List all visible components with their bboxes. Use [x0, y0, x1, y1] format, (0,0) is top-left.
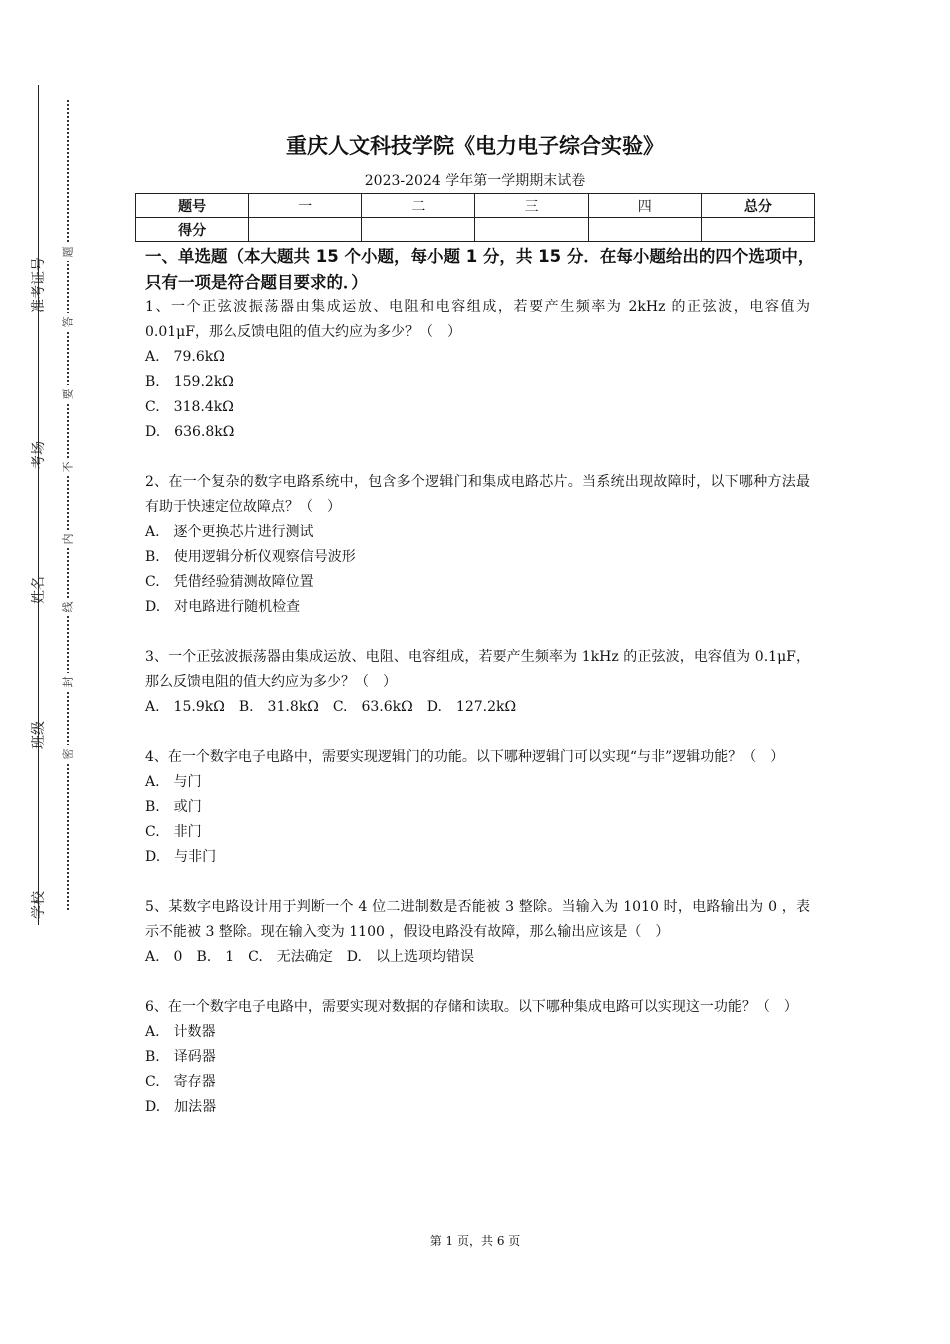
- score-cell: [588, 218, 701, 242]
- question-option: B. 译码器: [145, 1049, 216, 1065]
- question-stem: 5、某数字电路设计用于判断一个 4 位二进制数是否能被 3 整除。当输入为 1010 时，电路输出为 0 ，表示不能被 3 整除。现在输入变为 1100 ，假设电路没有故障，那么输出应该是（ ）: [145, 899, 810, 940]
- seal-char: 答: [58, 313, 78, 331]
- section-heading: 一、单选题（本大题共 15 个小题，每小题 1 分，共 15 分．在每小题给出的四个选项中，只有一项是符合题目要求的．）: [145, 247, 815, 292]
- exam-title: 重庆人文科技学院《电力电子综合实验》: [286, 134, 664, 158]
- question-stem: 3、一个正弦波振荡器由集成运放、电阻、电容组成，若要产生频率为 1kHz 的正弦波，电容值为 0.1μF，那么反馈电阻的值大约应为多少？（ ）: [145, 649, 810, 690]
- question-option: C. 非门: [145, 824, 202, 840]
- side-field-exam-number: 准考证号: [31, 257, 47, 313]
- question-3: [145, 645, 810, 720]
- seal-char: 要: [58, 385, 78, 403]
- question-option: D. 加法器: [145, 1099, 217, 1115]
- exam-subtitle: 2023-2024 学年第一学期期末试卷: [364, 173, 586, 189]
- question-option: D. 与非门: [145, 849, 217, 865]
- score-table: [135, 193, 815, 242]
- question-option: A. 与门: [145, 774, 202, 790]
- score-cell: [701, 218, 814, 242]
- question-option: B. 159.2kΩ: [145, 374, 234, 390]
- score-header-cell: 三: [475, 194, 588, 218]
- question-option: D. 对电路进行随机检查: [145, 599, 301, 615]
- question-stem: 6、在一个数字电子电路中，需要实现对数据的存储和读取。以下哪种集成电路可以实现这一功能？（ ）: [145, 999, 798, 1015]
- seal-char: 不: [58, 458, 78, 476]
- question-4: [145, 745, 810, 870]
- score-header-cell: 题号: [136, 194, 249, 218]
- seal-char: 内: [58, 530, 78, 548]
- seal-char: 题: [58, 243, 78, 261]
- score-header-cell: 四: [588, 194, 701, 218]
- seal-char: 密: [58, 745, 78, 763]
- page-footer: 第 1 页，共 6 页: [429, 1234, 521, 1248]
- question-option: C. 318.4kΩ: [145, 399, 234, 415]
- score-table-header-row: [136, 194, 815, 218]
- question-option: A. 逐个更换芯片进行测试: [145, 524, 314, 540]
- question-option: D. 636.8kΩ: [145, 424, 235, 440]
- question-option: A. 计数器: [145, 1024, 216, 1040]
- question-list: [145, 295, 810, 1145]
- question-stem: 4、在一个数字电子电路中，需要实现逻辑门的功能。以下哪种逻辑门可以实现“与非”逻辑功能？（ ）: [145, 749, 785, 765]
- side-field-name: 姓名: [31, 576, 47, 604]
- score-header-cell: 一: [249, 194, 362, 218]
- question-option: A. 15.9kΩ B. 31.8kΩ C. 63.6kΩ D. 127.2kΩ: [145, 699, 517, 715]
- seal-char: 封: [58, 673, 78, 691]
- question-2: [145, 470, 810, 620]
- score-cell: [249, 218, 362, 242]
- side-field-school: 学校: [31, 891, 47, 919]
- seal-char: 线: [58, 598, 78, 616]
- question-option: C. 寄存器: [145, 1074, 216, 1090]
- side-field-class: 班级: [31, 721, 47, 749]
- seal-dotted-line: [67, 100, 69, 910]
- question-option: A. 79.6kΩ: [145, 349, 225, 365]
- score-table-score-row: [136, 218, 815, 242]
- score-cell: [475, 218, 588, 242]
- question-1: [145, 295, 810, 445]
- question-stem: 2、在一个复杂的数字电路系统中，包含多个逻辑门和集成电路芯片。当系统出现故障时，以下哪种方法最有助于快速定位故障点？（ ）: [145, 474, 810, 515]
- question-option: A. 0 B. 1 C. 无法确定 D. 以上选项均错误: [145, 949, 474, 965]
- side-field-exam-room: 考场: [31, 441, 47, 469]
- score-cell: [362, 218, 475, 242]
- question-stem: 1、一个正弦波振荡器由集成运放、电阻和电容组成，若要产生频率为 2kHz 的正弦波，电容值为 0.01μF，那么反馈电阻的值大约应为多少？（ ）: [145, 299, 810, 340]
- question-5: [145, 895, 810, 970]
- question-option: B. 或门: [145, 799, 202, 815]
- question-option: B. 使用逻辑分析仪观察信号波形: [145, 549, 356, 565]
- score-row-label: 得分: [136, 218, 249, 242]
- question-6: [145, 995, 810, 1120]
- question-option: C. 凭借经验猜测故障位置: [145, 574, 314, 590]
- score-header-cell: 总分: [701, 194, 814, 218]
- score-header-cell: 二: [362, 194, 475, 218]
